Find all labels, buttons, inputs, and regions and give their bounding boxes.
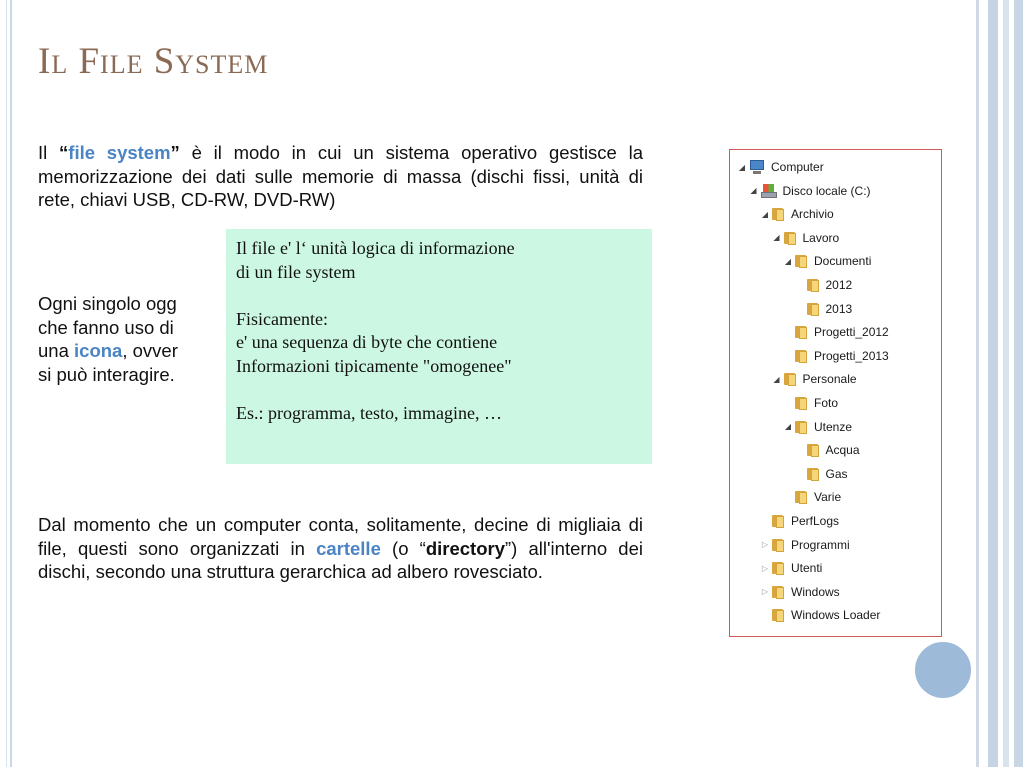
definition-callout (226, 229, 652, 464)
tree-item-label: Personale (802, 372, 857, 387)
term-directory: directory (425, 537, 506, 559)
folder-icon (794, 396, 808, 410)
tree-item-programmi[interactable] (759, 535, 850, 555)
tree-item-lavoro[interactable] (771, 228, 840, 248)
text-run: ”) all'interno dei dischi, secondo una struttura gerarchica ad albero rovesciato. (38, 537, 643, 582)
folder-icon (771, 207, 785, 221)
callout-line: Il file e' l‘ unità logica di informazione (236, 238, 515, 258)
folder-icon (806, 443, 820, 457)
text-run: è il modo in cui un sistema operativo gestisce la memorizzazione dei dati sulle memorie di massa (dischi fissi, unità di rete, chiavi USB, CD-RW, DVD-RW) (38, 142, 644, 210)
folder-icon (806, 467, 820, 481)
tree-item-documenti[interactable] (782, 251, 871, 271)
tree-item-label: 2012 (825, 278, 853, 292)
collapse-arrow-icon[interactable]: ◢ (773, 233, 780, 243)
text-run: si può interagire. (38, 363, 175, 385)
callout-line: di un file system (236, 261, 356, 282)
tree-item-label: Windows Loader (791, 608, 881, 623)
expand-arrow-icon[interactable]: ▷ (761, 587, 769, 597)
tree-item-label: Foto (814, 396, 839, 410)
slide-title: Il File System (38, 41, 269, 82)
callout-line: Informazioni tipicamente "omogenee" (236, 355, 512, 376)
tree-item-2012[interactable] (794, 275, 853, 295)
term-cartelle: cartelle (316, 537, 381, 559)
slide-frame-right (976, 0, 1023, 767)
tree-item-progetti-2013[interactable] (782, 346, 889, 366)
tree-item-windows[interactable] (759, 582, 840, 602)
text-run: Ogni singolo ogg (38, 293, 177, 314)
text-run: una (38, 340, 75, 361)
expand-arrow-icon[interactable]: ▷ (761, 540, 769, 550)
folder-icon (771, 561, 785, 575)
tree-item-disco-locale-c[interactable] (748, 181, 871, 201)
tree-item-label: Varie (814, 490, 842, 505)
folder-icon (794, 349, 808, 363)
drive-icon (760, 184, 778, 198)
tree-item-progetti-2012[interactable] (782, 322, 889, 342)
tree-item-label: Lavoro (802, 230, 840, 245)
tree-item-utenze[interactable] (782, 417, 852, 437)
collapse-arrow-icon[interactable]: ◢ (773, 374, 780, 384)
folder-icon (771, 514, 785, 528)
text-run: , ovver (122, 340, 178, 361)
tree-item-label: Windows (791, 584, 840, 599)
tree-item-label: Archivio (791, 207, 834, 222)
tree-item-label: PerfLogs (791, 514, 840, 528)
collapse-arrow-icon[interactable]: ◢ (750, 186, 757, 196)
tree-item-label: Utenze (814, 419, 853, 434)
text-run: (o “ (380, 537, 426, 559)
folder-icon (783, 372, 797, 386)
paragraph-file-system (38, 141, 643, 212)
tree-item-archivio[interactable] (759, 204, 834, 224)
quote-close: ” (170, 142, 180, 163)
folder-icon (794, 490, 808, 504)
tree-item-computer[interactable] (736, 157, 824, 177)
tree-item-label: Acqua (825, 443, 860, 458)
tree-item-2013[interactable] (794, 299, 853, 319)
folder-icon (806, 278, 820, 292)
tree-item-label: Progetti_2013 (814, 348, 889, 363)
tree-item-label: Progetti_2012 (814, 325, 889, 340)
tree-item-utenti[interactable] (759, 558, 822, 578)
decorative-circle (912, 639, 974, 701)
text-run: Dal momento che un computer conta, solitamente, decine di migliaia di file, questi sono organizzati in (38, 514, 643, 559)
folder-tree (729, 149, 942, 637)
collapse-arrow-icon[interactable]: ◢ (761, 209, 769, 219)
folder-icon (806, 302, 820, 316)
tree-item-label: Programmi (791, 537, 850, 552)
quote-open: “ (59, 142, 69, 163)
text-run: Il (38, 142, 60, 163)
folder-icon (794, 325, 808, 339)
collapse-arrow-icon[interactable]: ◢ (784, 422, 792, 432)
tree-item-label: Utenti (791, 561, 823, 576)
callout-line: Fisicamente: (236, 308, 328, 329)
tree-item-personale[interactable] (771, 369, 857, 389)
tree-item-varie[interactable] (782, 487, 841, 507)
folder-icon (771, 608, 785, 622)
paragraph-folders (38, 513, 643, 584)
collapse-arrow-icon[interactable]: ◢ (738, 162, 746, 172)
tree-item-label: 2013 (825, 301, 853, 316)
tree-item-label: Computer (771, 160, 824, 174)
folder-icon (771, 585, 785, 599)
folder-icon (794, 420, 808, 434)
tree-item-foto[interactable] (782, 393, 838, 413)
slide-frame-left (0, 0, 12, 767)
callout-line: Es.: programma, testo, immagine, … (236, 403, 502, 424)
term-icona: icona (74, 340, 123, 361)
tree-item-acqua[interactable] (794, 440, 860, 460)
tree-item-gas[interactable] (794, 464, 848, 484)
computer-icon (748, 160, 766, 174)
tree-item-label: Documenti (814, 254, 872, 269)
callout-line: e' una sequenza di byte che contiene (236, 332, 498, 353)
collapse-arrow-icon[interactable]: ◢ (784, 256, 792, 266)
tree-item-perflogs[interactable] (759, 511, 839, 531)
term-file-system: file system (68, 142, 171, 163)
folder-icon (794, 254, 808, 268)
tree-item-label: Disco locale (C:) (782, 183, 871, 198)
tree-item-windows-loader[interactable] (759, 605, 880, 625)
tree-item-label: Gas (825, 466, 848, 481)
folder-icon (783, 231, 797, 245)
folder-icon (771, 538, 785, 552)
expand-arrow-icon[interactable]: ▷ (761, 563, 769, 573)
text-run: che fanno uso di (38, 316, 174, 338)
